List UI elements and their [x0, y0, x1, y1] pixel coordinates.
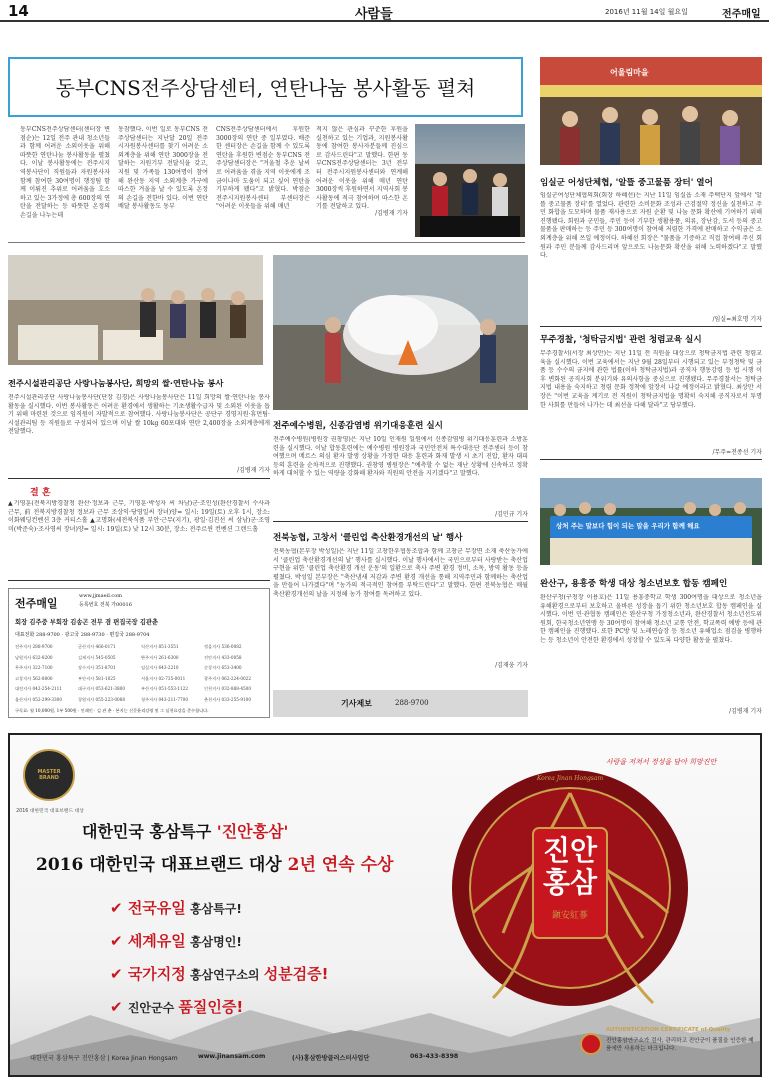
branch-item: 임실지사 643-2210	[141, 665, 179, 670]
rice-photo	[8, 255, 263, 365]
ad-bullet-text: 진안군수	[127, 1001, 179, 1015]
lead-col-1: 동부CNS전주상담센터(센터장 변점순)는 12일 전주 관내 청소년들과 함께 어려운 소외이웃을 위해 따뜻한 연탄나눔 봉사활동을 펼쳤다. 이날 봉사활동에는 전주시지역봉사단이 직원들과 자원봉사자 함께 참여한 30여명이 행정팀 함께 이뤄진 추위로 어려움을 호소하고 있는 3가정에 총 600장의 연탄을 전달하는 등 따뜻한 온정의 손길을 나누는데	[20, 126, 110, 219]
cert-text: 진안홍삼연구소가 검사, 관리하고 진안군이 품질을 인증한 제품에만 사용하는 마크입니다.	[606, 1038, 754, 1052]
lead-headline: 동부CNS전주상담센터, 연탄나눔 봉사활동 펼쳐	[55, 76, 476, 100]
lead-byline: /김병재 기자	[375, 210, 408, 217]
police-divider	[540, 459, 762, 460]
police-headline: 무주경찰, '청탁금지법' 관련 청렴교육 실시	[540, 335, 702, 345]
lead-col-2: 동참했다. 이번 일로 동부CNS 전주상담센터는 지난달 20일 전주시자원봉사센터를 찾기 어려운 소외계층을 위해 연탄 3000장을 전달하는 지원기부 전달식을 갖고, 지원 및 가족들 130여명이 참여해 완산동 지역 소외계층 가구에 따스한 겨울을 날 수 있도록 온정의 손길을 전한바 있다. 이번 연탄배달 봉사활동도 동부	[118, 126, 208, 211]
branch-item: 완주지사 261-6300	[141, 654, 179, 660]
rice-donation-icon	[8, 255, 263, 365]
branch-item: 청주지사 043-211-7700	[141, 696, 188, 702]
masthead-phones: 대표전화 288-9700 · 광고국 288-9730 · 편집국 288-9704	[15, 632, 150, 638]
check-icon: ✔	[110, 965, 123, 983]
check-icon: ✔	[110, 932, 123, 950]
ad-bullet-accent-2: 성분검증!	[263, 965, 329, 983]
cert-box	[580, 1025, 756, 1063]
rice-divider	[8, 478, 270, 479]
market-body: 임실군여성단체협의회(회장 하혜선)는 지난 11일 임실읍 소재 주택단지 앞에서 '알뜰 중고물품 장터'를 열었다. 관련한 소비문화 조성과 근검절약 정신을 실천하고 주민 화합을 도모하며 물품 재사용으로 자원 순환 및 나눔 문화 확산에 기여하기 위해 진행됐다. 회원과 군민들, 주민 등이 기부한 생활용품, 의류, 장난감, 도서 등의 중고물품을 판매하는 등 주민 등 300여명이 참여해 저렴한 가격에 판매하고 수익금은 소외계층을 위해 쓰일 예정이다. 하혜선 회장은 "물품을 기증하고 직접 참여해 주신 회원과 주민 분들께 감사드리며 앞으로도 나눔문화 확산을 위해 노력하겠다"고 말했다.	[540, 192, 762, 260]
kisajebo-phone: 288-9700	[395, 699, 429, 707]
page-header	[0, 0, 769, 22]
check-icon: ✔	[110, 998, 123, 1016]
award-badge-text: MASTER BRAND	[37, 769, 61, 781]
ad-line-2-prefix: 2016 대한민국 대표브랜드 대상	[36, 855, 288, 875]
ad-bullet-accent: 세계유일	[127, 932, 186, 950]
lead-col-3: CNS전주상담센터에서 후원한 3000장의 연탄 중 일부였다. 배준한 센터장은 손길을 함께 수 있도록 연탄을 후원한 변점순 동부CNS 전주상담센터장은 "겨울철 추운 날씨로 어려움을 겪을 지역 이웃에게 조금이나마 도움이 되고 싶어 연탄을 기부하게 됐다"고 밝혔다. 박점순 전주시지원봉사센터 부센터장은 "어려운 이웃들을 위해 매년	[216, 126, 310, 211]
masthead-owner: 회장 김주중 부회장 김송곤 전무 겸 편집국장 김관춘	[15, 619, 159, 626]
volunteers-icon	[415, 124, 525, 237]
branch-item: 대구지사 053-621-3800	[78, 686, 125, 691]
ad-bullet-1	[110, 897, 242, 918]
ad-bullet-accent: 국가지정	[127, 965, 186, 983]
ad-bullet-text: 홍삼연구소의	[185, 968, 264, 982]
ad-bullet-4	[110, 996, 243, 1017]
fire-body: 전주예수병원(병원장 권창영)은 지난 10일 인재원 일원에서 신종감염병 위기대응훈련과 소방훈련을 실시했다. 이날 합동훈련에는 예수병원 병원장과 국민안전처 특수대응단 전주센터 등이 참여했으며 메르스 의심 환자 발생 상황을 가정한 대응 훈련과 화재 발생 시 초기 진압, 환자 대피 등의 훈련을 순차적으로 진행했다. 권창영 병원장은 "예측할 수 없는 재난 상황에 신속하고 정확하게 대처할 수 있는 역량을 강화해 환자와 직원의 안전을 지키겠다"고 말했다.	[273, 436, 528, 478]
ginseng-seal	[403, 763, 738, 1033]
masthead-web: www.jjmaeil.com	[79, 593, 122, 599]
branch-item: 무주지사 322-7100	[15, 665, 53, 670]
market-banner: 어울림마을	[610, 68, 649, 77]
farm-byline: /김재웅 기자	[495, 662, 528, 669]
police-byline: /무주=전종선 기자	[712, 449, 762, 456]
ad-line-2	[36, 850, 393, 875]
farm-headline: 전북농협, 고창서 '클린업 축산환경개선의 날' 행사	[273, 533, 463, 543]
ad-footer	[10, 1049, 570, 1067]
branch-item: 대전지사 042-254-2111	[15, 686, 62, 691]
market-divider	[540, 326, 762, 327]
ad-bullet-2	[110, 930, 242, 951]
cert-title: AUTHENTICATION CERTIFICATE of Quality	[606, 1027, 731, 1033]
kisajebo-label: 기사제보	[341, 699, 372, 708]
ginseng-ad	[8, 733, 762, 1077]
branch-list	[15, 643, 265, 705]
campaign-byline: /김병재 기자	[729, 708, 762, 715]
fire-drill-icon	[273, 255, 528, 410]
market-headline: 임실군 어성단체협, '알뜰 중고물품 장터' 열어	[540, 178, 713, 188]
campaign-photo	[540, 478, 762, 565]
branch-item: 익산지사 851-3551	[141, 644, 179, 649]
cert-badge-icon	[580, 1033, 602, 1055]
lead-headline-box	[8, 57, 523, 117]
campaign-headline: 완산구, 용흥중 학생 대상 청소년보호 합동 캠페인	[540, 579, 728, 589]
seal-main-text: 진안 홍삼	[542, 834, 598, 899]
branch-item: 서울지사 02-735-0011	[141, 675, 186, 681]
fire-photo	[273, 255, 528, 410]
ad-line-2-accent: 2년 연속 수상	[287, 855, 394, 875]
branch-item: 인천지사 032-888-4500	[204, 686, 251, 691]
fire-divider	[273, 521, 528, 522]
branch-item: 울산지사 052-299-3300	[15, 696, 62, 702]
masthead-foot: 구독료: 월 10,000원, 1부 500원 · 인쇄인 · 김 관 춘 · 본지는 신문윤리강령 및 그 실천요강을 준수합니다.	[15, 708, 209, 713]
branch-item: 정읍지사 536-0082	[204, 644, 242, 649]
branch-item: 순창지사 653-3400	[204, 665, 242, 670]
award-caption: 2016 대한민국 대표브랜드 대상	[16, 809, 84, 814]
campaign-body: 완산구청(구청장 이용호)은 11일 용흥중학교 학생 300여명을 대상으로 청소년을 유해환경으로부터 보호하고 올바른 성장을 돕기 위한 청소년보호 합동 캠페인을 실시했다. 이번 민·관협동 캠페인은 완산구청 가정청소년과, 완산경찰서 청소년선도위원회, 한국청소년연맹 등 30여명이 참여해 청소년 교통 안전, 학교폭력 예방 등에 관한 캠페인을 진행했다. 또한 PC방 및 노래연습장 등 청소년 유해업소 점검을 병행하는 등 청소년이 안전한 환경에서 성장할 수 있도록 다양한 활동을 펼쳤다.	[540, 594, 762, 644]
lead-col-4: 적지 않은 관심과 꾸준한 후원을 실천하고 있는 기업과, 지원봉사활동에 참여한 봉사자분들께 진심으로 감사드린다"고 말했다. 한편 동부CNS전주상담센터는 3년 전부터 전주시지원봉사센터와 연계해 어려운 이웃을 위해 매년 연탄 3000장씩 후원하면서 지역사회 봉사활동에 적극 참여하며 따스한 온기를 전달하고 있다.	[316, 126, 408, 211]
ad-bullet-accent: 품질인증!	[178, 998, 244, 1016]
page-number: 14	[8, 2, 29, 20]
branch-item: 부산지사 051-553-1122	[141, 686, 188, 691]
branch-item: 고창지사 562-8000	[15, 675, 53, 681]
branch-item: 전주지사 288-9700	[15, 644, 53, 649]
branch-item: 광주지사 062-224-0022	[204, 675, 251, 681]
ad-footer-org: (사)홍삼한방클러스터사업단	[292, 1055, 370, 1062]
branch-item: 군산지사 466-0171	[78, 644, 116, 649]
police-body: 무주경찰서(서장 최상만)는 지난 11일 전 직원을 대상으로 청탁금지법 관련 청렴교육을 실시했다. 이번 교육에서는 지난 9월 28일부터 시행되고 있는 부정청탁 및 금품 등 수수의 금지에 관한 법률(이하 청탁금지법)과 공직자 행동강령 등 법 시행 이후 변화된 공직사회 분위기와 유의사항을 중심으로 진행됐다. 무주경찰서는 청탁금지법 내용을 숙지하고 청렴 문화 정착에 앞장서 나갈 예정이라고 밝혔다. 최상만 서장은 "이번 교육을 계기로 전 직원이 청탁금지법을 명확히 숙지해 공직자로서 투명한 사회를 만들어 나가는 데 최선을 다해 달라"고 당부했다.	[540, 350, 762, 409]
lead-divider	[8, 242, 525, 243]
ad-line-1-accent: '진안홍삼'	[216, 822, 289, 841]
rice-byline: /김병재 기자	[237, 467, 270, 474]
seal-hanja-text: 鎭安紅蔘	[551, 911, 588, 921]
ad-bullet-3	[110, 963, 329, 984]
lead-photo	[415, 124, 525, 237]
farm-body: 전북농협(본부장 박성일)은 지난 11일 고창한우협동조합과 함께 고창군 무장면 소재 축산농가에서 '클린업 축산환경개선의 날' 행사를 실시했다. 이날 행사에서는 국민으로부터 사랑받는 축산업 구현을 위한 '클린업 축산환경 개선 운동'의 일환으로 축사 주변 환경 정비, 소독, 방역 활동 등을 펼쳤다. 박성일 본부장은 "축산냄새 저감과 주변 환경 개선을 통해 지역주민과 함께하는 축산업을 만들어 나가겠다"며 "농가의 적극적인 참여를 부탁드린다"고 말했다. 한편 전북농협은 매월 축산환경개선의 날을 지정해 농가 참여를 독려하고 있다.	[273, 548, 528, 598]
market-scene-icon	[540, 57, 762, 165]
rice-body: 전주시설관리공단 사랑나눔봉사단(단장 김경)은 사랑나눔봉사단은 11일 희망의 쌀·연탄나눔 봉사활동을 실시했다. 이번 봉사활동은 어려운 환경에서 생활하는 기초생활수급자 및 소외된 이웃을 돕기 위해 마련된 것으로 임직원이 자발적으로 참여했다. 사랑나눔봉사단은 공단구 경영지원·휴먼팀·시설관리팀 등 직원들로 구성되어 있으며 이날 쌀 10kg 60포대와 연탄 2,400장을 소외계층에게 전달했다.	[8, 394, 270, 436]
wedding-divider	[8, 580, 270, 581]
ad-footer-web: www.jinansam.com	[198, 1053, 266, 1060]
ad-footer-phone: 063-433-8398	[410, 1053, 459, 1060]
branch-item: 창원지사 055-223-0088	[78, 696, 125, 702]
branch-item: 남원지사 632-8200	[15, 654, 53, 660]
seal-ring-text: Korea Jinan Hongsam	[536, 775, 604, 782]
campaign-banner: 상처 주는 말보다 힘이 되는 말을 우리가 함께 해요	[556, 522, 700, 530]
branch-item: 진안지사 433-0058	[204, 654, 242, 660]
masthead-reg: 등록번호 전북 가00016	[79, 602, 132, 608]
brand-slogan: 사랑을 저쳐서 정성을 담아 희망진안	[606, 758, 717, 766]
ad-bullet-text: 홍삼명인!	[185, 935, 242, 949]
branch-item: 춘천지사 033-255-9100	[204, 696, 251, 702]
branch-item: 김제지사 545-0505	[78, 654, 116, 660]
award-badge	[23, 749, 75, 801]
fire-byline: /김민규 기자	[495, 511, 528, 518]
market-byline: /임실=최호명 기자	[712, 316, 762, 323]
ad-bullet-text: 홍삼특구!	[185, 902, 242, 916]
ad-line-1	[82, 819, 288, 842]
branch-item: 부안지사 581-1025	[78, 675, 116, 681]
check-icon: ✔	[110, 899, 123, 917]
masthead-paper: 전주매일	[15, 597, 58, 610]
section-title: 사람들	[355, 7, 393, 22]
ad-bullet-accent: 전국유일	[127, 899, 186, 917]
market-photo	[540, 57, 762, 165]
paper-name: 전주매일	[722, 9, 761, 20]
branch-item: 장수지사 351-8701	[78, 665, 116, 670]
kisajebo-box	[273, 690, 528, 717]
masthead-box	[8, 588, 270, 718]
ad-line-1-prefix: 대한민국 홍삼특구	[82, 822, 217, 841]
ad-footer-name: 대한민국 홍삼특구 진안홍삼 | Korea Jinan Hongsam	[30, 1055, 178, 1062]
issue-date: 2016년 11월 14일 월요일	[605, 8, 688, 16]
fire-headline: 전주예수병원, 신종감염병 위기대응훈련 실시	[273, 421, 443, 431]
wedding-body: ▲기영훈(전북지방경찰청 완산·정보과 근무, 기영훈·박성자 씨 차남)군·조인성(완산경찰서 수사과 근무, 前 전북지방경찰청 정보과 근무 조상익·당영일씨 장녀)양= 일시: 19일(토) 오후 1시, 장소: 이화웨딩컨벤션 3층 커티스홀 ▲고명화(세전북식품 부안·근무(지기), 광일·김진선 씨 삼남)군·조영미(박준숙)·조사영씨 장녀)양= 일시: 19일(토) 낮 12시 30분, 장소: 전주르윈 컨벤션 그랜드홀	[8, 500, 270, 533]
rice-headline: 전주시설관리공단 사랑나눔봉사단, 희망의 쌀·연탄나눔 봉사	[8, 378, 224, 388]
wedding-title: 결 혼	[30, 488, 51, 498]
